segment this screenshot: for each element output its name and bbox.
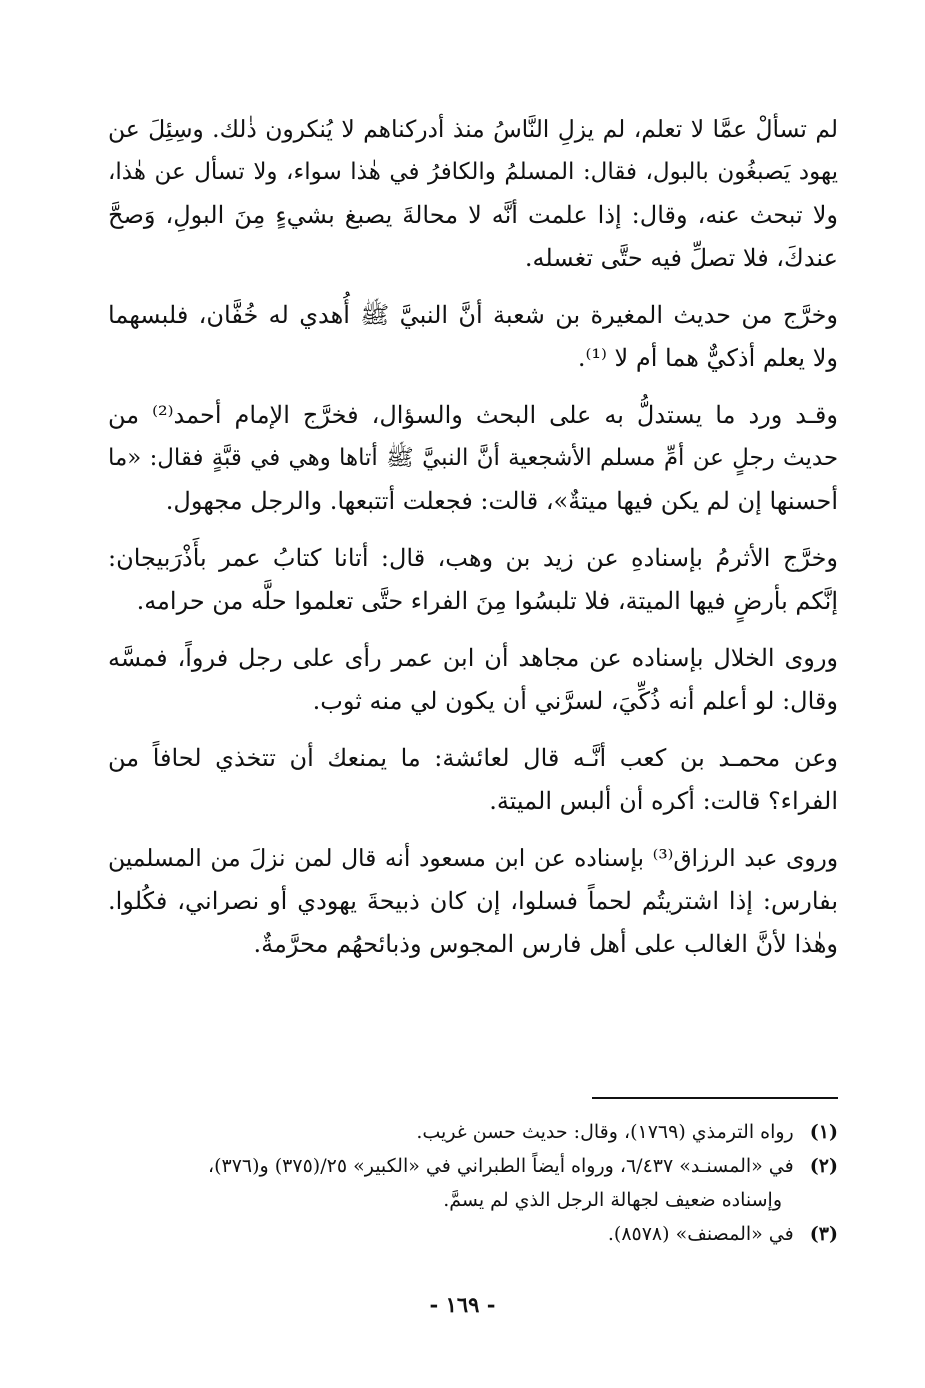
footnote-continuation: وإسناده ضعيف لجهالة الرجل الذي لم يسمَّ.	[443, 1189, 782, 1211]
text-line: أحسنها إن لم يكن فيها ميتةٌ»، قالت: فجعلت أتتبعها. والرجل مجهول.	[165, 487, 838, 515]
text-line: ولا تبحث عنه، وقال: إذا علمت أنَّه لا محالةَ يصبغ بشيءٍ مِنَ البولِ، وَصحَّ	[108, 201, 838, 229]
footnote	[108, 1217, 838, 1251]
text-line: يهود يَصبغُون بالبول، فقال: المسلمُ والكافرُ في هٰذا سواء، ولا تسأل عن هٰذا،	[108, 159, 838, 185]
paragraph	[108, 108, 838, 280]
text-line: وروى الخلال بإسناده عن مجاهد أن ابن عمر رأى على رجل فرواً، فمسَّه	[108, 644, 838, 672]
text-line: وعن محمـد بن كعب أنَّـه قال لعائشة: ما يمنعك أن تتخذي لحافاً من	[108, 744, 838, 772]
text-line: وهٰذا لأنَّ الغالب على أهل فارس المجوس وذبائحهُم محرَّمةٌ.	[253, 930, 838, 958]
footnotes	[108, 1115, 838, 1251]
text-line: عندكَ، فلا تصلِّ فيه حتَّى تغسله.	[524, 244, 838, 272]
text-line: حديث رجلٍ عن أمِّ مسلم الأشجعية أنَّ النبيَّ ﷺ أتاها وهي في قبَّةٍ فقال: «ما	[108, 445, 838, 471]
page-number: - ١٦٩ -	[429, 1292, 496, 1317]
footnote	[108, 1115, 838, 1149]
footnote-text: في «المسنـد» ٦/٤٣٧، ورواه أيضاً الطبراني في «الكبير» ٢٥/(٣٧٥) و(٣٧٦)،	[207, 1155, 794, 1177]
text-line: وخرَّج الأثرمُ بإسنادهِ عن زيد بن وهب، قال: أتانا كتابُ عمر بأَذْرَبيجان:	[108, 544, 838, 572]
text-line: لم تسألْ عمَّا لا تعلم، لم يزلِ النَّاسُ منذ أدركناهم لا يُنكرون ذٰلك. وسِئِلَ عن	[108, 116, 838, 143]
text-line: وروى عبد الرزاق⁽³⁾ بإسناده عن ابن مسعود أنه قال لمن نزلَ من المسلمين	[108, 845, 838, 872]
text-line: الفراء؟ قالت: أكره أن ألبس الميتة.	[489, 787, 838, 815]
footnote	[108, 1149, 838, 1183]
text-line: وقـد ورد ما يستدلُّ به على البحث والسؤال، فخرَّج الإمام أحمد⁽²⁾ من	[108, 401, 838, 429]
footnote-text: رواه الترمذي (١٧٦٩)، وقال: حديث حسن غريب.	[416, 1121, 794, 1143]
paragraph	[108, 637, 838, 723]
paragraph	[108, 737, 838, 823]
main-text	[108, 108, 838, 980]
footnote-text: في «المصنف» (٨٥٧٨).	[607, 1223, 794, 1245]
paragraph	[108, 537, 838, 623]
paragraph	[108, 294, 838, 380]
text-line: إنَّكم بأرضٍ فيها الميتة، فلا تلبسُوا مِنَ الفراء حتَّى تعلموا حلَّه من حرامه.	[136, 587, 838, 615]
footnote-divider	[592, 1097, 838, 1099]
text-line: وخرَّج من حديث المغيرة بن شعبة أنَّ النبيَّ ﷺ أُهدي له خُفَّان، فلبسهما	[108, 301, 838, 329]
paragraph	[108, 394, 838, 523]
footnote-number: (٢)	[809, 1155, 838, 1177]
paragraph	[108, 837, 838, 966]
text-line: بفارس: إذا اشتريتُم لحماً فسلوا، إن كان ذبيحةَ يهودي أو نصراني، فكُلوا.	[108, 887, 838, 915]
text-line: وقال: لو أعلم أنه ذُكِّيَ، لسرَّني أن يكون لي منه ثوب.	[312, 687, 838, 715]
footnote-number: (١)	[809, 1121, 838, 1143]
footnote-number: (٣)	[809, 1223, 838, 1245]
text-line: ولا يعلم أذكيٌّ هما أم لا ⁽¹⁾.	[577, 344, 838, 372]
